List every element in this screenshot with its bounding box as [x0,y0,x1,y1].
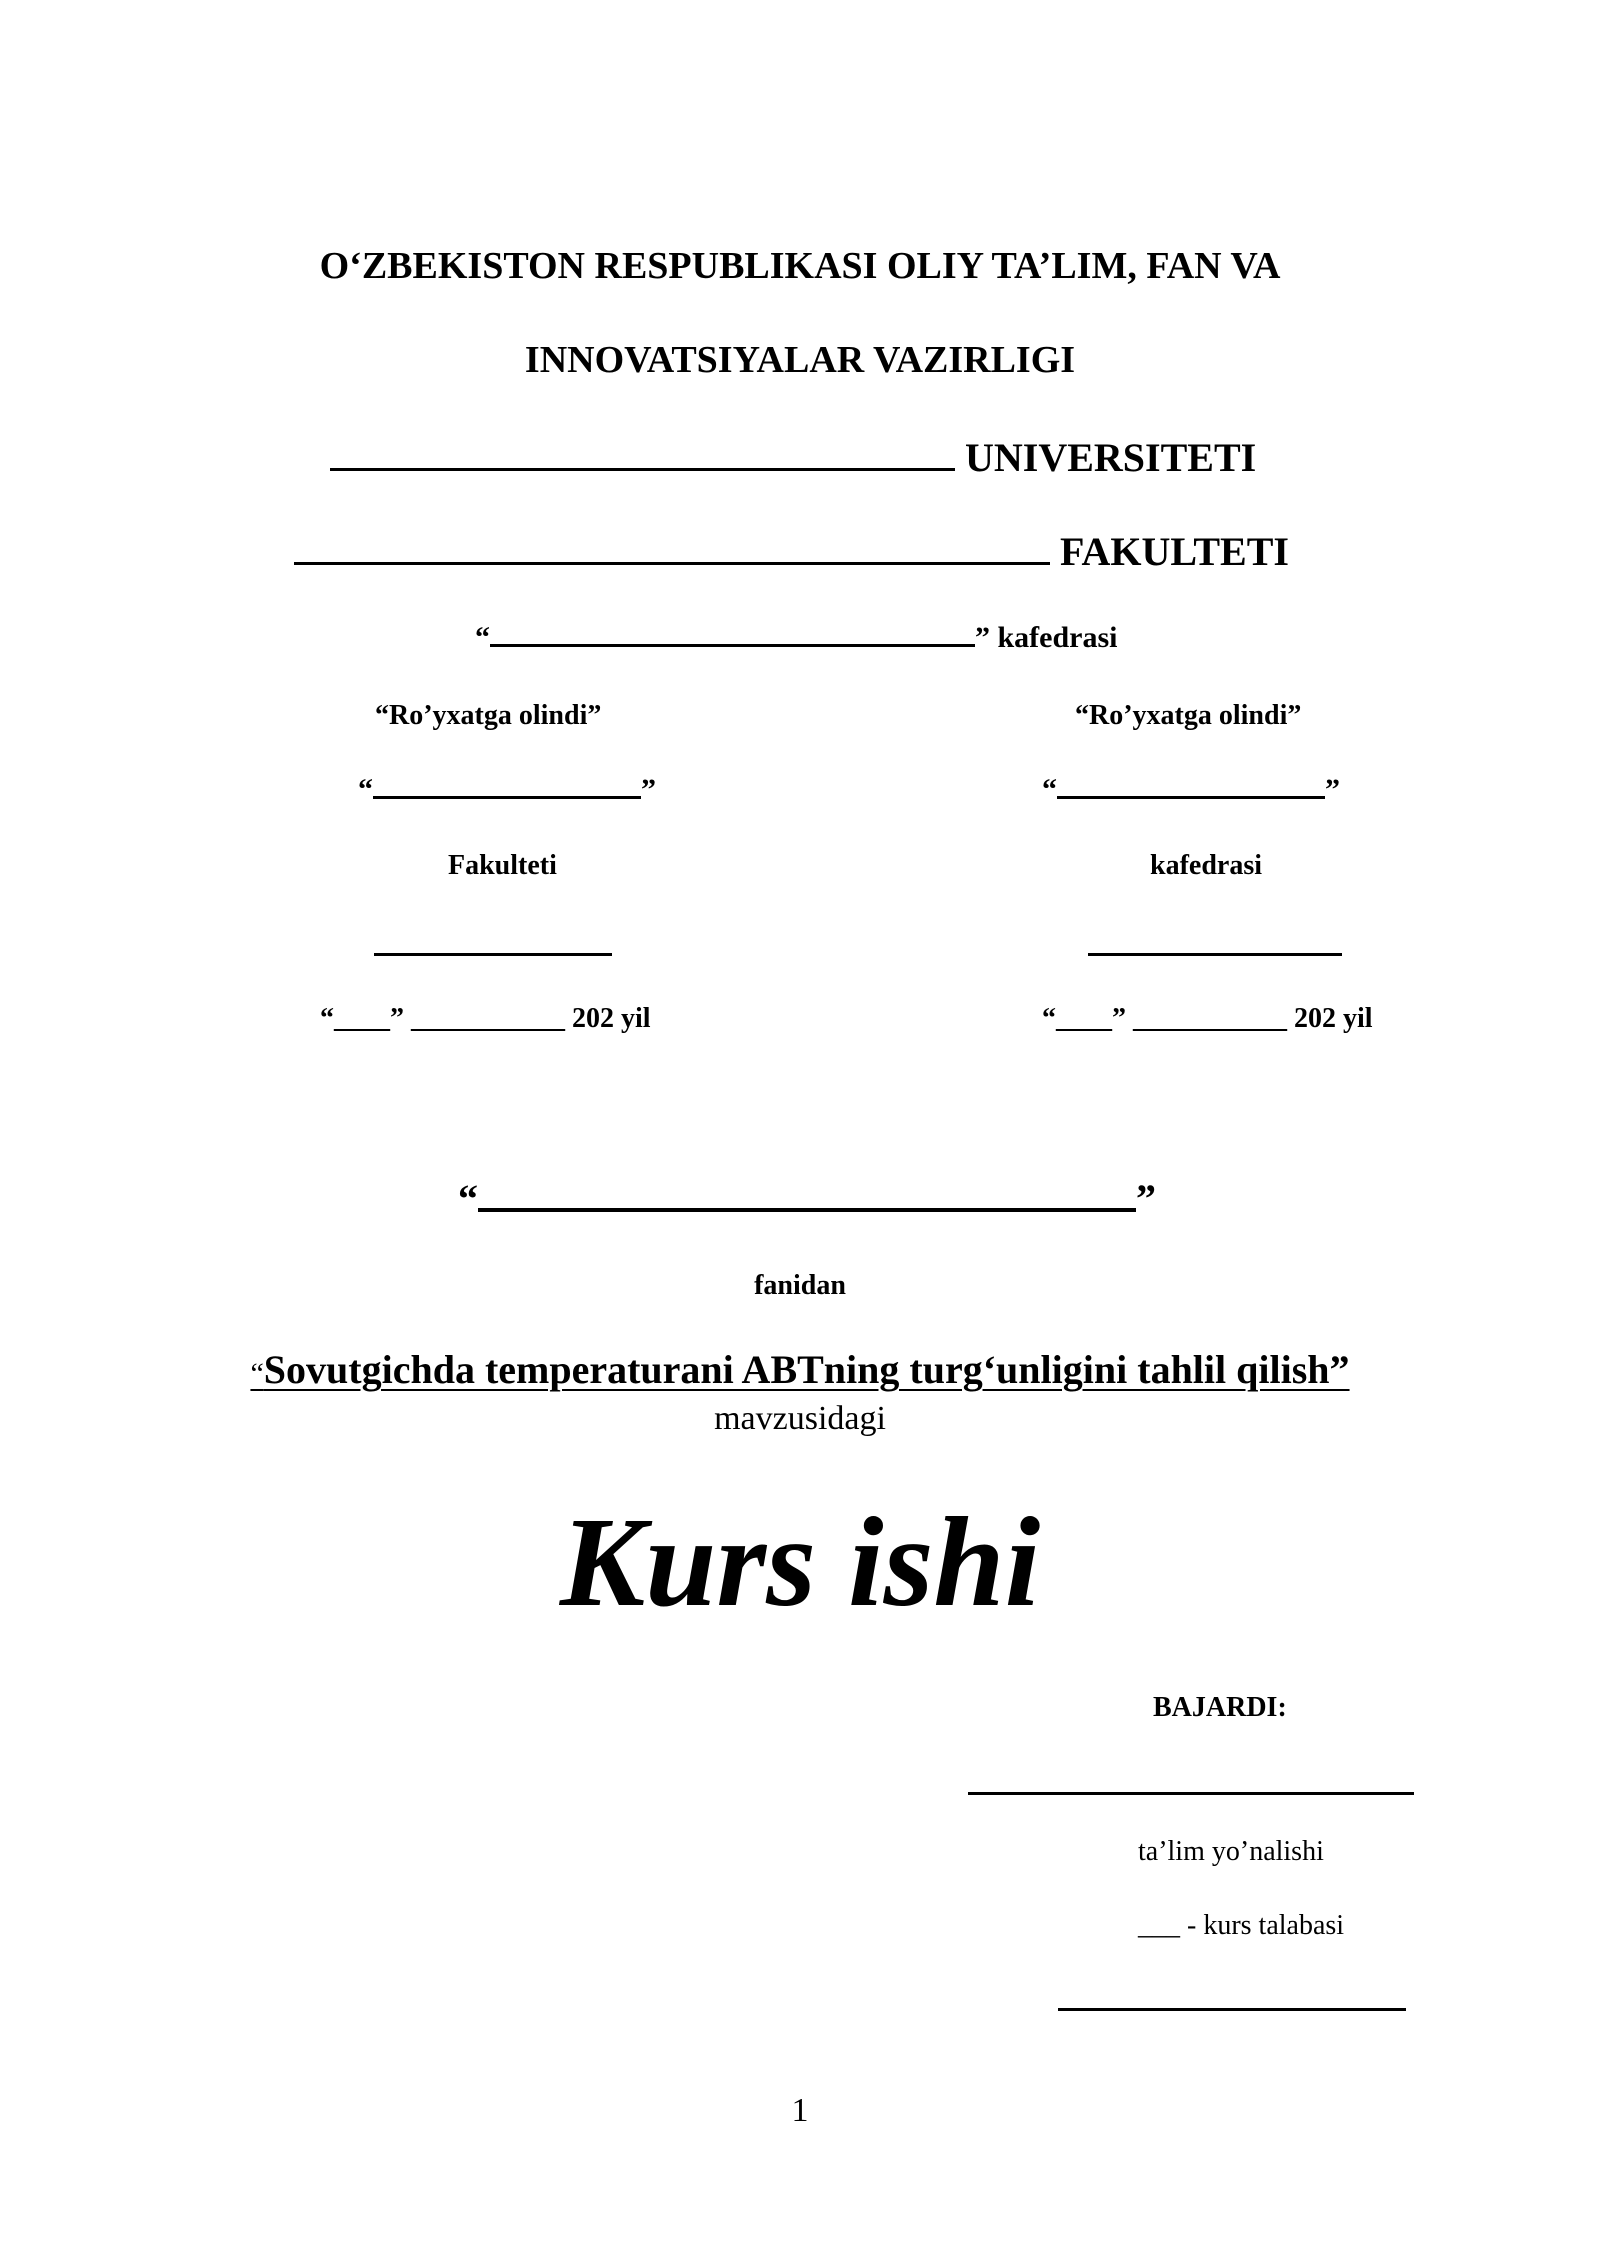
university-line [330,432,1256,481]
faculty-line [294,526,1289,575]
left-signature-line [374,953,612,956]
right-close-quote: ” [1325,773,1340,806]
university-name-blank [330,432,955,471]
topic-suffix: mavzusidagi [714,1400,886,1437]
left-close-quote: ” [641,773,656,806]
ministry-title-line1: O‘ZBEKISTON RESPUBLIKASI OLIY TA’LIM, FAN VA [319,245,1281,287]
university-label: UNIVERSITETI [965,435,1257,480]
faculty-name-blank [294,526,1050,565]
department-name-blank [490,618,975,647]
topic-open-quote: “ [250,1357,264,1390]
page-number: 1 [791,2092,809,2129]
right-signature-line [1088,953,1342,956]
left-registered-label: “Ro’yxatga olindi” [375,700,602,731]
student-name-line [968,1792,1414,1795]
left-registration-number [358,772,656,807]
right-registered-label: “Ro’yxatga olindi” [1075,700,1302,731]
subject-name-blank [478,1170,1136,1212]
topic-line [0,1346,1600,1393]
right-registration-blank [1057,772,1325,799]
ministry-title-line2: INNOVATSIYALAR VAZIRLIGI [524,339,1076,381]
right-open-quote: “ [1042,773,1057,806]
subject-open-quote: “ [458,1176,478,1221]
subject-label: fanidan [754,1270,846,1301]
department-line [475,618,1118,655]
subject-close-quote: ” [1136,1176,1156,1221]
direction-label: ta’lim yo’nalishi [1138,1836,1324,1867]
right-date: “____” ___________ 202 yil [1042,1003,1373,1034]
left-registration-blank [373,772,641,799]
subject-line [458,1170,1156,1222]
document-title: Kurs ishi [559,1491,1041,1633]
left-open-quote: “ [358,773,373,806]
left-date: “____” ___________ 202 yil [320,1003,651,1034]
department-label: ” kafedrasi [975,621,1118,654]
right-registration-number [1042,772,1340,807]
topic-title: Sovutgichda temperaturani ABTning turg‘unligini tahlil qilish” [263,1347,1350,1392]
department-open-quote: “ [475,621,490,654]
faculty-label: FAKULTETI [1060,529,1289,574]
course-label: ___ - kurs talabasi [1138,1910,1345,1941]
left-unit-label: Fakulteti [448,850,557,881]
student-group-line [1058,2008,1406,2011]
performer-heading: BAJARDI: [1153,1692,1287,1723]
right-unit-label: kafedrasi [1150,850,1262,881]
